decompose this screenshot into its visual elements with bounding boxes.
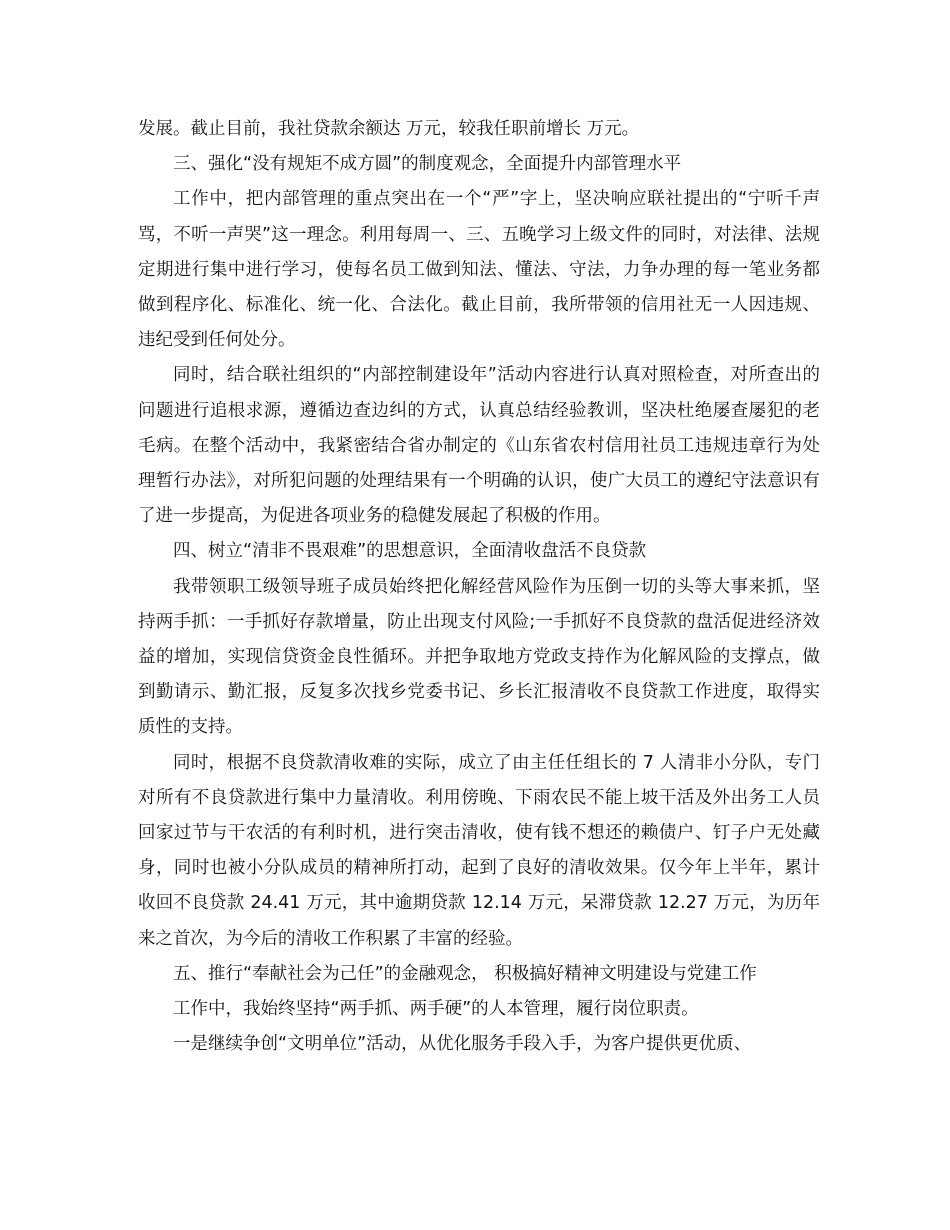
- paragraph-internal-management: 工作中，把内部管理的重点突出在一个“严”字上，坚决响应联社提出的“宁听千声骂，不听一声哭”这一理念。利用每周一、三、五晚学习上级文件的同时，对法律、法规定期进行集中进行学习，使每名员工做到知法、懂法、守法，力争办理的每一笔业务都做到程序化、标准化、统一化、合法化。截止目前，我所带领的信用社无一人因违规、违纪受到任何处分。: [138, 189, 820, 351]
- paragraph-loan-collection: 同时，根据不良贷款清收难的实际，成立了由主任任组长的 7 人清非小分队，专门对所有不良贷款进行集中力量清收。利用傍晚、下雨农民不能上坡干活及外出务工人员回家过节与干农活的有利时机，进行突击清收，使有钱不想还的赖债户、钉子户无处藏身，同时也被小分队成员的精神所打动，起到了良好的清收效果。仅今年上半年，累计收回不良贷款 24.41 万元，其中逾期贷款 12.14 万元，呆滞贷款 12.27 万元，为历年来之首次，为今后的清收工作积累了丰富的经验。: [138, 752, 820, 949]
- paragraph-internal-control: 同时，结合联社组织的“内部控制建设年”活动内容进行认真对照检查，对所查出的问题进行追根求源，遵循边查边纠的方式，认真总结经验教训，坚决杜绝屡查屡犯的老毛病。在整个活动中，我紧密结合省办制定的《山东省农村信用社员工违规违章行为处理暂行办法》，对所犯问题的处理结果有一个明确的认识，使广大员工的遵纪守法意识有了进一步提高，为促进各项业务的稳健发展起了积极的作用。: [138, 365, 820, 527]
- section-heading-4: 四、树立“清非不畏艰难”的思想意识，全面清收盘活不良贷款: [173, 541, 647, 562]
- paragraph-people-management: 工作中，我始终坚持“两手抓、两手硬”的人本管理，履行岗位职责。: [173, 999, 699, 1020]
- paragraph-civilized-unit: 一是继续争创“文明单位”活动，从优化服务手段入手，为客户提供更优质、: [173, 1034, 752, 1055]
- document-body: [138, 112, 820, 1062]
- paragraph-risk-resolution: 我带领职工级领导班子成员始终把化解经营风险作为压倒一切的头等大事来抓，坚持两手抓：一手抓好存款增量，防止出现支付风险;一手抓好不良贷款的盘活促进经济效益的增加，实现信贷资金良性循环。并把争取地方党政支持作为化解风险的支撑点，做到勤请示、勤汇报，反复多次找乡党委书记、乡长汇报清收不良贷款工作进度，取得实质性的支持。: [138, 576, 820, 738]
- section-heading-5: 五、推行“奉献社会为己任”的金融观念， 积极搞好精神文明建设与党建工作: [173, 963, 757, 984]
- paragraph-loan-balance: 发展。截止目前，我社贷款余额达 万元，较我任职前增长 万元。: [138, 119, 640, 139]
- section-heading-3: 三、强化“没有规矩不成方圆”的制度观念，全面提升内部管理水平: [173, 154, 682, 175]
